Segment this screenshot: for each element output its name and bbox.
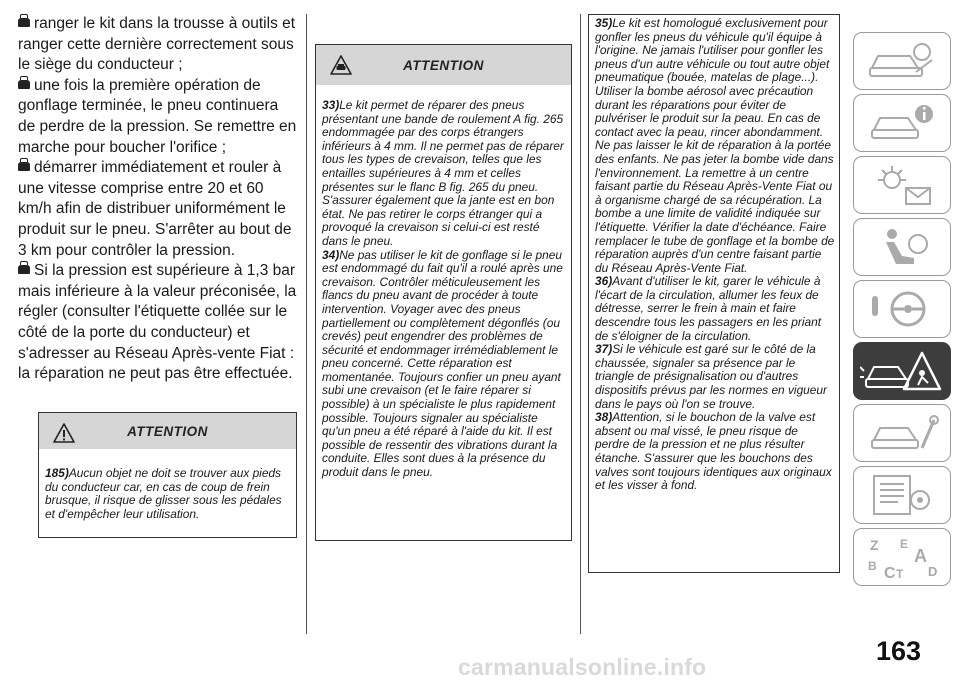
chapter-sidebar: [853, 32, 953, 590]
attention-body: [39, 449, 296, 529]
attention-header: [316, 45, 571, 85]
bullet-icon: [18, 265, 30, 274]
airbag-safety-icon: [862, 224, 942, 270]
watermark-text: carmanualsonline.info: [458, 654, 707, 680]
car-warning-icon: [330, 55, 352, 75]
instruction-paragraph: démarrer immédiatement et rouler à une vitesse comprise entre 20 et 60 km/h afin de distribuer uniformément le produit sur le pneu. S'arrêter au bout de 3 km pour contrôler la pression.: [18, 159, 292, 259]
tab-dashboard[interactable]: [853, 32, 951, 90]
tab-maintenance[interactable]: [853, 404, 951, 462]
svg-text:B: B: [868, 559, 877, 573]
bullet-icon: [18, 18, 30, 27]
index-letters-icon: [862, 534, 942, 580]
column-divider: [580, 14, 581, 634]
attention-title: ATTENTION: [127, 423, 208, 439]
tab-technical-data[interactable]: [853, 466, 951, 524]
tab-warning-lights[interactable]: [853, 156, 951, 214]
instruction-paragraph: Si la pression est supérieure à 1,3 bar mais inférieure à la valeur préconisée, la régler (consulter l'étiquette collée sur le côté de la porte du conducteur) et s'adresser au Réseau Après-vente Fiat : la réparation ne peut pas être effectuée.: [18, 262, 297, 383]
warning-note: 34)Ne pas utiliser le kit de gonflage si le pneu est endommagé du fait qu'il a roulé après une crevaison. Contrôler méticuleusement les flancs du pneu avant de procéder à toute intervention. Voyager avec des pneus partiellement ou complètement dégonflés (ou crevés) peut engendrer des problèmes de sécurité et endommager irrémédiablement le pneu concerné. Cette réparation est momentanée. Toujours confier un pneu ayant subi une crevaison (et le faire réparer si possible) à un spécialiste le plus rapidement possible. Toujours signaler au spécialiste qu'un pneu a été réparé à l'aide du kit. Il est possible de ressentir des vibrations durant la conduite. Elles sont dues à la présence du produit dans le pneu.: [322, 247, 563, 480]
tab-starting-driving[interactable]: [853, 280, 951, 338]
warning-note: 37)Si le véhicule est garé sur le côté de la chaussée, signaler sa présence par le triangle de présignalisation ou d'autres dispositifs prévus par les normes en vigueur dans le pays où l'on se trouve.: [595, 342, 827, 411]
warning-note: 33)Le kit permet de réparer des pneus présentant une bande de roulement A fig. 265 endommagée par des corps étrangers inférieurs à 4 mm. Il ne permet pas de réparer tous les types de crevaison, telles que les entailles supérieures à 4 mm et celles présentes sur le flanc B fig. 265 du pneu. S'assurer également que la jante est en bon état. Ne pas retirer le corps étranger qui a provoqué la crevaison si celui-ci est resté dans le pneu.: [322, 98, 564, 248]
svg-text:C: C: [884, 565, 896, 580]
attention-box-33-34: [315, 44, 572, 541]
attention-header: [39, 413, 296, 449]
emergency-triangle-icon: [860, 347, 944, 395]
bullet-icon: [18, 80, 30, 89]
steering-key-icon: [862, 286, 942, 332]
svg-text:E: E: [900, 537, 909, 551]
bullet-icon: [18, 162, 30, 171]
instruction-paragraph: ranger le kit dans la trousse à outils et ranger cette dernière correctement sous le siège du conducteur ;: [18, 15, 296, 74]
car-info-icon: [862, 100, 942, 146]
tab-index[interactable]: [853, 528, 951, 586]
warning-note: 185)Aucun objet ne doit se trouver aux pieds du conducteur car, en cas de coup de frein brusque, il risque de glisser sous les pédales et d'empêcher leur utilisation.: [45, 466, 282, 521]
warning-lights-icon: [862, 162, 942, 208]
instructions-column: [18, 14, 298, 385]
tab-vehicle-info[interactable]: [853, 94, 951, 152]
car-maintenance-icon: [862, 410, 942, 456]
column-divider: [306, 14, 307, 634]
warning-triangle-icon: [53, 423, 75, 443]
warning-note: 36)Avant d'utiliser le kit, garer le véhicule à l'écart de la circulation, allumer les feux de détresse, serrer le frein à main et faire descendre tous les passagers en les priant de s'éloigner de la circulation.: [595, 274, 822, 343]
tab-emergency[interactable]: [853, 342, 951, 400]
warning-note: 38)Attention, si le bouchon de la valve est absent ou mal vissé, le pneu risque de perdre de la pression et ne plus résulter étanche. S'assurer que les bouchons des valves sont toujours identiques aux originaux et les visser à fond.: [595, 410, 832, 493]
car-dashboard-icon: [862, 38, 942, 84]
tab-safety[interactable]: [853, 218, 951, 276]
attention-title: ATTENTION: [403, 57, 484, 73]
svg-text:D: D: [928, 564, 938, 579]
instruction-paragraph: une fois la première opération de gonflage terminée, le pneu continuera de perdre de la pression. Se remettre en marche pour boucher l'orifice ;: [18, 76, 297, 156]
svg-text:A: A: [914, 546, 927, 566]
page-number: 163: [876, 636, 922, 666]
svg-text:Z: Z: [870, 537, 879, 553]
attention-body: [316, 85, 571, 488]
attention-box-35-38: [588, 14, 840, 573]
warning-note: 35)Le kit est homologué exclusivement pour gonfler les pneus du véhicule qu'il équipe à l'origine. Ne jamais l'utiliser pour gonfler les pneus d'un autre véhicule ou tout autre objet pneumatique (bouée, matelas de plage...). Utiliser la bombe aérosol avec précaution durant les réparations pour éviter de pulvériser le produit sur la peau. En cas de contact avec la peau, rincer abondamment. Ne pas laisser le kit de réparation à la portée des enfants. Ne pas jeter la bombe vide dans l'environnement. La remettre à un centre faisant partie du Réseau Après-Vente Fiat ou à organisme chargé de sa récupération. La bombe a une limite de validité indiquée sur l'étiquette. Vérifier la date d'échéance. Faire remplacer le tube de gonflage et la bombe de réparation auprès d'un centre faisant partie du Réseau Après-Vente Fiat.: [595, 16, 835, 275]
attention-body: [589, 15, 839, 501]
svg-text:T: T: [896, 567, 904, 580]
attention-box-185: [38, 412, 297, 538]
technical-data-icon: [862, 472, 942, 518]
